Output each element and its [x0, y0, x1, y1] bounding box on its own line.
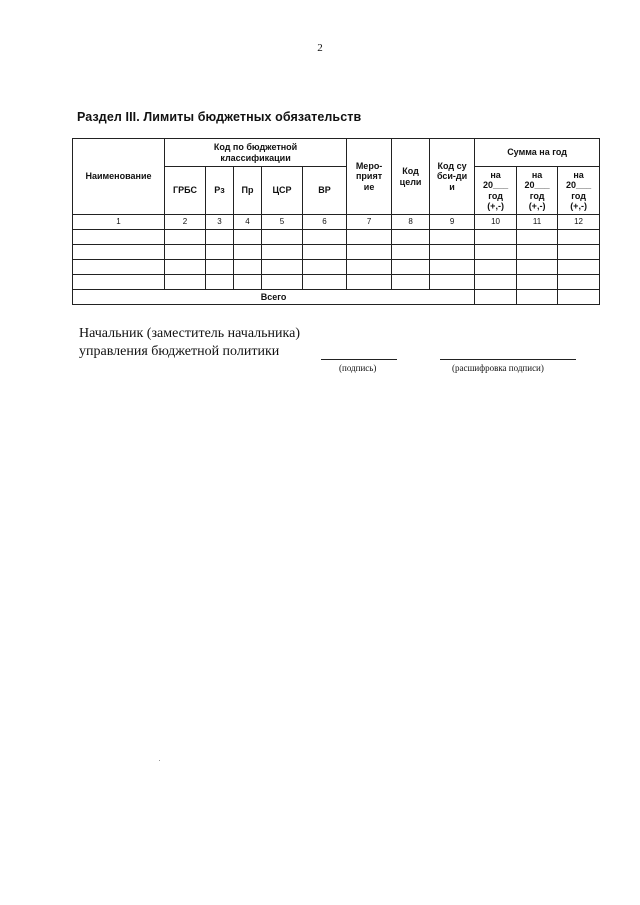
header-csr: ЦСР — [262, 167, 303, 215]
section-title: Раздел III. Лимиты бюджетных обязательств — [77, 110, 362, 124]
total-row — [73, 290, 600, 305]
signer-position-line2: управления бюджетной политики — [79, 344, 280, 359]
col-num-1: 1 — [73, 215, 165, 230]
header-pr: Пр — [234, 167, 262, 215]
total-label: Всего — [73, 290, 475, 305]
header-year-3 — [558, 167, 600, 215]
header-year-1 — [475, 167, 517, 215]
header-vr: ВР — [303, 167, 347, 215]
header-subsidy-code-text: Код субси-дии — [436, 160, 468, 192]
limits-table — [72, 138, 600, 305]
year-2-line1: на — [531, 169, 543, 180]
header-event-text: Меро-приятие — [355, 160, 383, 192]
signature-decode-line — [440, 359, 576, 360]
col-num-2: 2 — [165, 215, 206, 230]
header-subsidy-code — [430, 139, 475, 215]
column-number-row — [73, 215, 600, 230]
header-rz: Рз — [206, 167, 234, 215]
header-goal-code — [392, 139, 430, 215]
col-num-11: 11 — [517, 215, 558, 230]
table-row — [73, 260, 600, 275]
year-3-line2: 20___ — [566, 180, 592, 190]
col-num-6: 6 — [303, 215, 347, 230]
header-budget-code-text: Код по бюджетной классификации — [213, 142, 298, 163]
year-1-line2: 20___ — [483, 180, 509, 190]
signer-position-line1: Начальник (заместитель начальника) — [79, 326, 300, 341]
header-name: Наименование — [73, 139, 165, 215]
col-num-5: 5 — [262, 215, 303, 230]
total-year-2 — [517, 290, 558, 305]
year-2-line3: год — [529, 190, 545, 201]
total-year-3 — [558, 290, 600, 305]
year-1-line4: (+,-) — [487, 201, 504, 211]
signer-position — [79, 325, 300, 361]
header-year-2 — [517, 167, 558, 215]
table-row — [73, 230, 600, 245]
col-num-12: 12 — [558, 215, 600, 230]
year-3-line1: на — [573, 169, 584, 180]
header-event — [347, 139, 392, 215]
year-1-line3: год — [488, 190, 503, 201]
header-grbs: ГРБС — [165, 167, 206, 215]
year-3-line4: (+,-) — [570, 201, 587, 211]
col-num-4: 4 — [234, 215, 262, 230]
col-num-9: 9 — [430, 215, 475, 230]
table-row — [73, 275, 600, 290]
col-num-7: 7 — [347, 215, 392, 230]
signature-caption: (подпись) — [339, 363, 377, 373]
header-budget-code — [165, 139, 347, 167]
total-year-1 — [475, 290, 517, 305]
header-goal-code-text: Код цели — [399, 166, 422, 187]
page-number: 2 — [317, 42, 323, 54]
year-3-line3: год — [571, 190, 586, 201]
scan-speck — [159, 760, 160, 761]
year-2-line4: (+,-) — [528, 201, 546, 211]
col-num-10: 10 — [475, 215, 517, 230]
year-2-line2: 20___ — [524, 180, 550, 190]
year-1-line1: на — [490, 169, 501, 180]
header-sum-per-year: Сумма на год — [475, 139, 600, 167]
signature-decode-caption: (расшифровка подписи) — [452, 363, 544, 373]
col-num-3: 3 — [206, 215, 234, 230]
table-row — [73, 245, 600, 260]
col-num-8: 8 — [392, 215, 430, 230]
signature-line — [321, 359, 397, 360]
